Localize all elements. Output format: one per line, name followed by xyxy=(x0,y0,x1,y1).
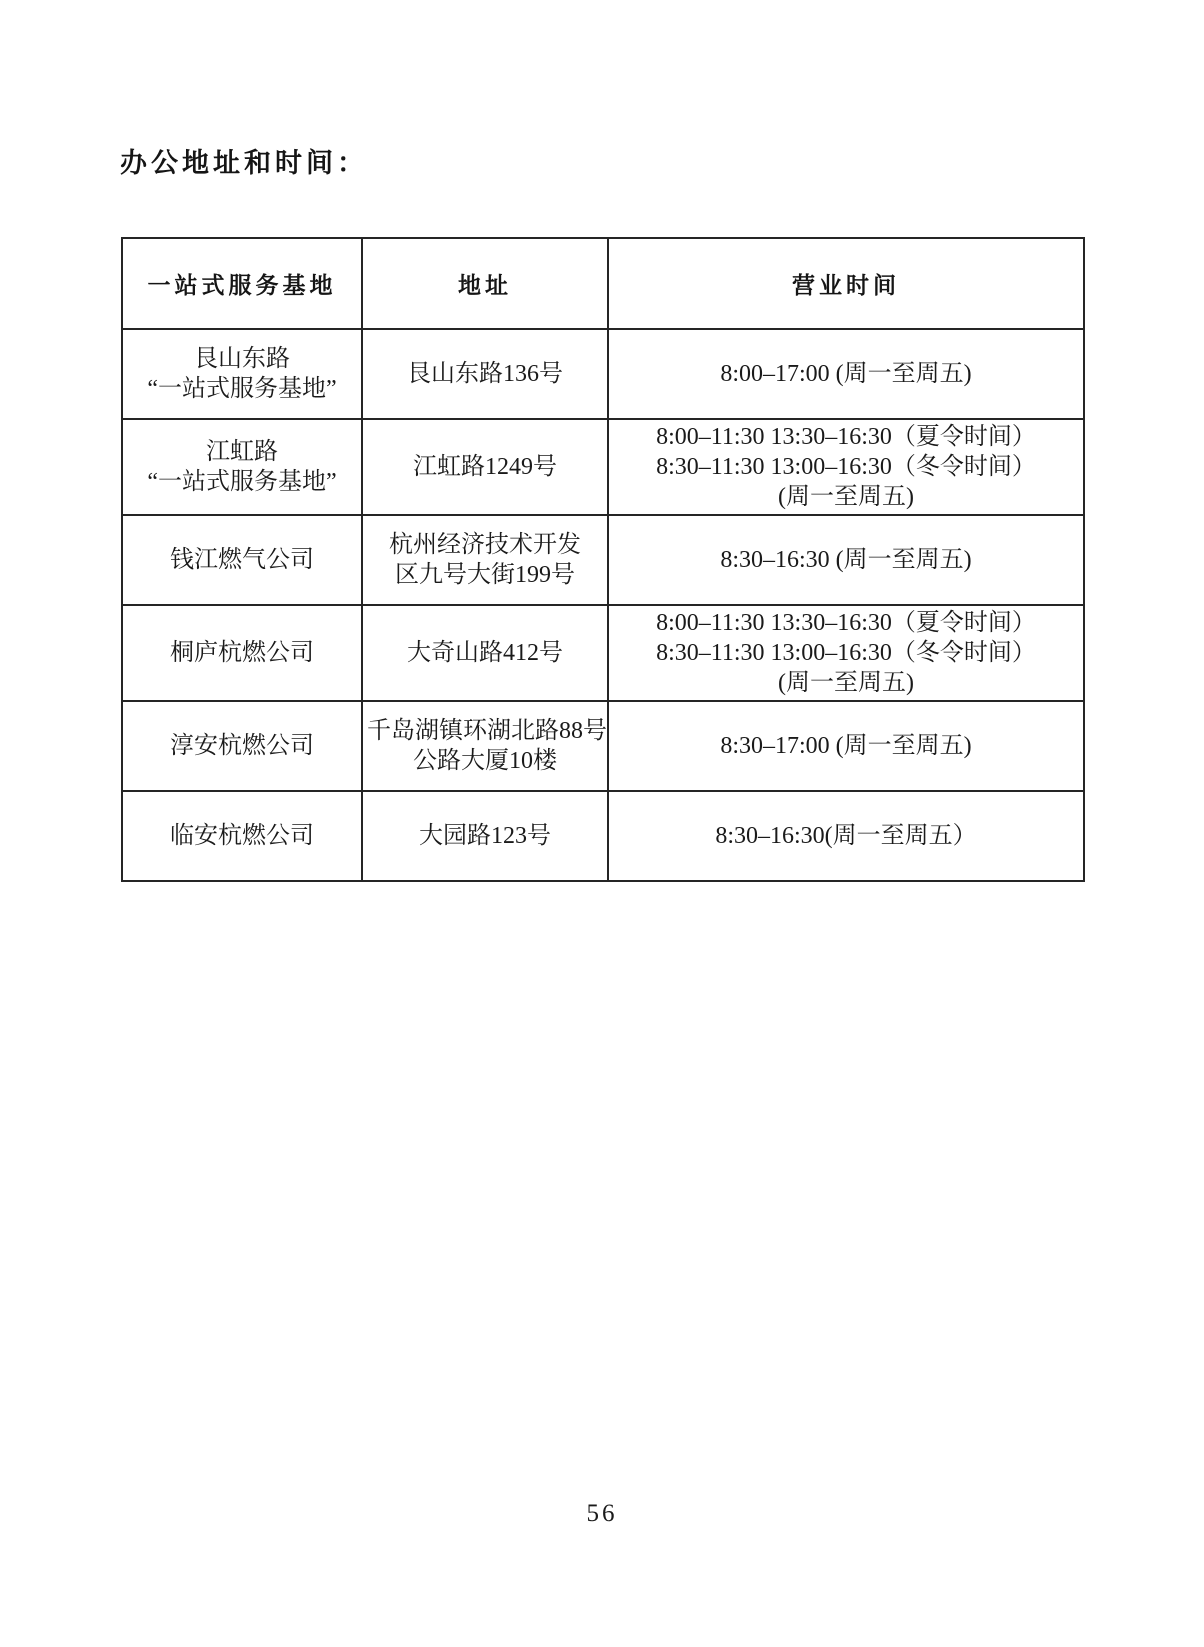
cell-text-line: 8:30–11:30 13:00–16:30（冬令时间） xyxy=(656,640,1036,666)
table-row xyxy=(122,419,1084,515)
address-cell xyxy=(362,605,608,701)
cell-text-line: 大奇山路412号 xyxy=(407,640,563,666)
cell-text-line: 千岛湖镇环湖北路88号 xyxy=(367,718,607,744)
cell-text-line: 8:00–17:00 (周一至周五) xyxy=(720,361,972,387)
business-hours-cell xyxy=(608,515,1084,605)
cell-text-line: 公路大厦10楼 xyxy=(413,748,557,774)
page-title: 办公地址和时间： xyxy=(120,148,368,178)
cell-text-line: 8:30–16:30(周一至周五） xyxy=(715,823,977,849)
cell-text-line: “一站式服务基地” xyxy=(147,469,337,495)
cell-text-line: 区九号大街199号 xyxy=(395,562,575,588)
address-cell xyxy=(362,515,608,605)
service-base-cell xyxy=(122,515,362,605)
address-cell xyxy=(362,329,608,419)
cell-text-line: 临安杭燃公司 xyxy=(170,823,314,849)
cell-text-line: “一站式服务基地” xyxy=(147,376,337,402)
cell-text-line: 江虹路 xyxy=(206,439,278,465)
header-row xyxy=(122,238,1084,329)
service-base-cell xyxy=(122,329,362,419)
address-cell xyxy=(362,791,608,881)
cell-text-line: 大园路123号 xyxy=(419,823,551,849)
address-cell xyxy=(362,419,608,515)
cell-text-line: (周一至周五) xyxy=(778,484,914,510)
business-hours-cell xyxy=(608,791,1084,881)
cell-text-line: 淳安杭燃公司 xyxy=(170,733,314,759)
cell-text-line: 桐庐杭燃公司 xyxy=(170,640,314,666)
cell-text-line: 艮山东路 xyxy=(194,346,290,372)
table-row xyxy=(122,515,1084,605)
table-header xyxy=(122,238,1084,329)
cell-text-line: 8:30–16:30 (周一至周五) xyxy=(720,547,972,573)
service-base-cell xyxy=(122,605,362,701)
cell-text-line: (周一至周五) xyxy=(778,670,914,696)
service-base-cell xyxy=(122,419,362,515)
cell-text-line: 8:30–17:00 (周一至周五) xyxy=(720,733,972,759)
table-row xyxy=(122,791,1084,881)
cell-text-line: 8:00–11:30 13:30–16:30（夏令时间） xyxy=(656,424,1036,450)
business-hours-cell xyxy=(608,329,1084,419)
service-base-cell xyxy=(122,701,362,791)
cell-text-line: 艮山东路136号 xyxy=(407,361,563,387)
cell-text-line: 钱江燃气公司 xyxy=(170,547,314,573)
cell-text-line: 江虹路1249号 xyxy=(413,454,557,480)
page-number: 56 xyxy=(586,1500,618,1527)
cell-text-line: 8:30–11:30 13:00–16:30（冬令时间） xyxy=(656,454,1036,480)
service-base-cell xyxy=(122,791,362,881)
address-cell xyxy=(362,701,608,791)
business-hours-cell xyxy=(608,701,1084,791)
table-row xyxy=(122,605,1084,701)
table-row xyxy=(122,701,1084,791)
office-hours-table xyxy=(121,237,1085,882)
business-hours-cell xyxy=(608,605,1084,701)
cell-text-line: 8:00–11:30 13:30–16:30（夏令时间） xyxy=(656,610,1036,636)
col-header-business-hours: 营业时间 xyxy=(608,238,1084,329)
table-row xyxy=(122,329,1084,419)
business-hours-cell xyxy=(608,419,1084,515)
col-header-address: 地址 xyxy=(362,238,608,329)
table-body xyxy=(122,329,1084,881)
cell-text-line: 杭州经济技术开发 xyxy=(389,532,581,558)
col-header-service-base: 一站式服务基地 xyxy=(122,238,362,329)
